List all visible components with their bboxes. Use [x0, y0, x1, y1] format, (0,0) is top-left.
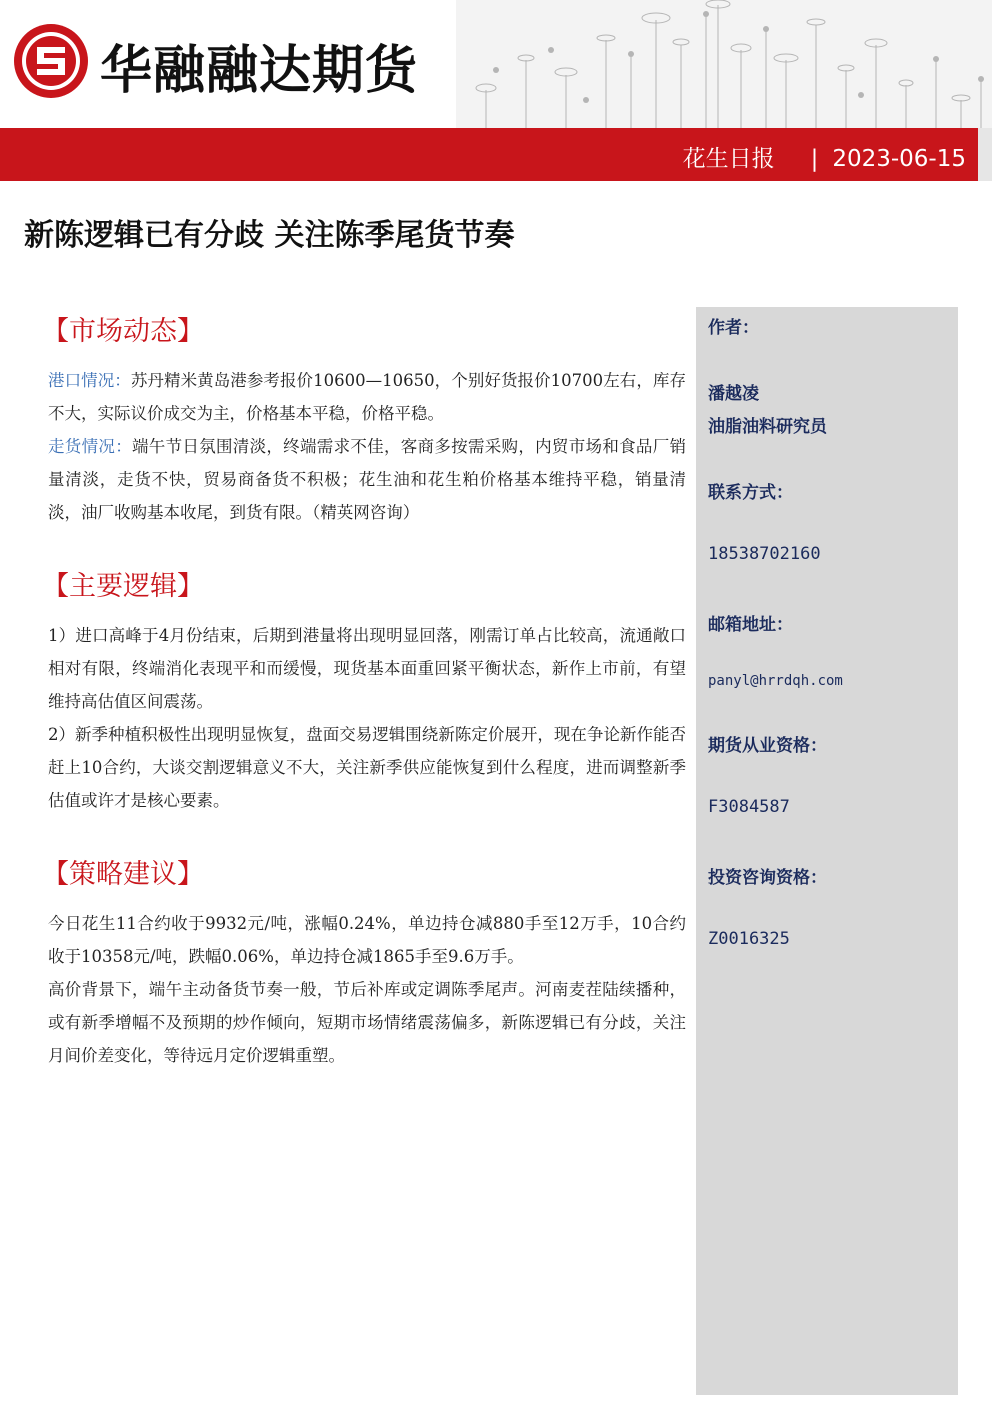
section-title-logic: 【主要逻辑】 — [42, 571, 204, 602]
investment-qualification-label: 投资咨询资格： — [708, 868, 827, 888]
port-paragraph — [48, 364, 686, 430]
section-title-strategy: 【策略建议】 — [42, 859, 204, 890]
page-header — [0, 0, 992, 128]
port-text: 苏丹精米黄岛港参考报价10600—10650，个别好货报价10700左右，库存不大，实际议价成交为主，价格基本平稳，价格平稳。 — [48, 371, 687, 423]
author-sidebar — [696, 307, 958, 1395]
author-name: 潘越凌 — [708, 384, 759, 404]
email-address[interactable]: panyl@hrrdqh.com — [708, 673, 843, 689]
strategy-paragraph-2: 高价背景下，端午主动备货节奏一般，节后补库或定调陈季尾声。河南麦茬陆续播种，或有新季增幅不及预期的炒作倾向，短期市场情绪震荡偏多，新陈逻辑已有分歧，关注月间价差变化，等待远月定价逻辑重塑。 — [48, 980, 686, 1065]
logic-paragraph-1: 1）进口高峰于4月份结束，后期到港量将出现明显回落，刚需订单占比较高，流通敞口相对有限，终端消化表现平和而缓慢，现货基本面重回紧平衡状态，新作上市前，有望维持高估值区间震荡。 — [48, 626, 686, 711]
futures-qualification-label: 期货从业资格： — [708, 736, 827, 756]
strategy-paragraph-1: 今日花生11合约收于9932元/吨，涨幅0.24%，单边持仓减880手至12万手，10合约收于10358元/吨，跌幅0.06%，单边持仓减1865手至9.6万手。 — [48, 914, 686, 966]
report-headline: 新陈逻辑已有分歧 关注陈季尾货节奏 — [24, 218, 515, 253]
logic-paragraph-2: 2）新季种植积极性出现明显恢复，盘面交易逻辑围绕新陈定价展开，现在争论新作能否赶上10合约，大谈交割逻辑意义不大，关注新季供应能恢复到什么程度，进而调整新季估值或许才是核心要素。 — [48, 725, 686, 810]
section-title-market: 【市场动态】 — [42, 316, 204, 347]
author-label: 作者： — [708, 318, 759, 338]
spacer — [48, 817, 686, 855]
separator: | — [810, 146, 819, 172]
flow-text: 端午节日氛围清淡，终端需求不佳，客商多按需采购，内贸市场和食品厂销量清淡，走货不快，贸易商备货不积极；花生油和花生粕价格基本维持平稳，销量清淡，油厂收购基本收尾，到货有限。（精英网咨询） — [48, 437, 687, 522]
report-meta — [683, 140, 966, 173]
contact-label: 联系方式： — [708, 483, 793, 503]
flow-label: 走货情况： — [48, 437, 132, 456]
spacer — [48, 529, 686, 567]
company-logo-icon — [12, 22, 90, 100]
investment-qualification: Z0016325 — [708, 929, 790, 949]
report-type: 花生日报 — [682, 146, 775, 172]
author-title: 油脂油料研究员 — [708, 417, 827, 437]
phone-number: 18538702160 — [708, 544, 821, 564]
email-label: 邮箱地址： — [708, 615, 793, 635]
report-date: 2023-06-15 — [832, 146, 966, 172]
header-decoration — [456, 0, 992, 128]
port-label: 港口情况： — [48, 371, 131, 390]
brand-name: 华融融达期货 — [100, 41, 419, 101]
flow-paragraph — [48, 430, 686, 529]
futures-qualification: F3084587 — [708, 797, 790, 817]
main-content — [42, 312, 687, 1072]
title-bar-shadow — [978, 128, 992, 181]
